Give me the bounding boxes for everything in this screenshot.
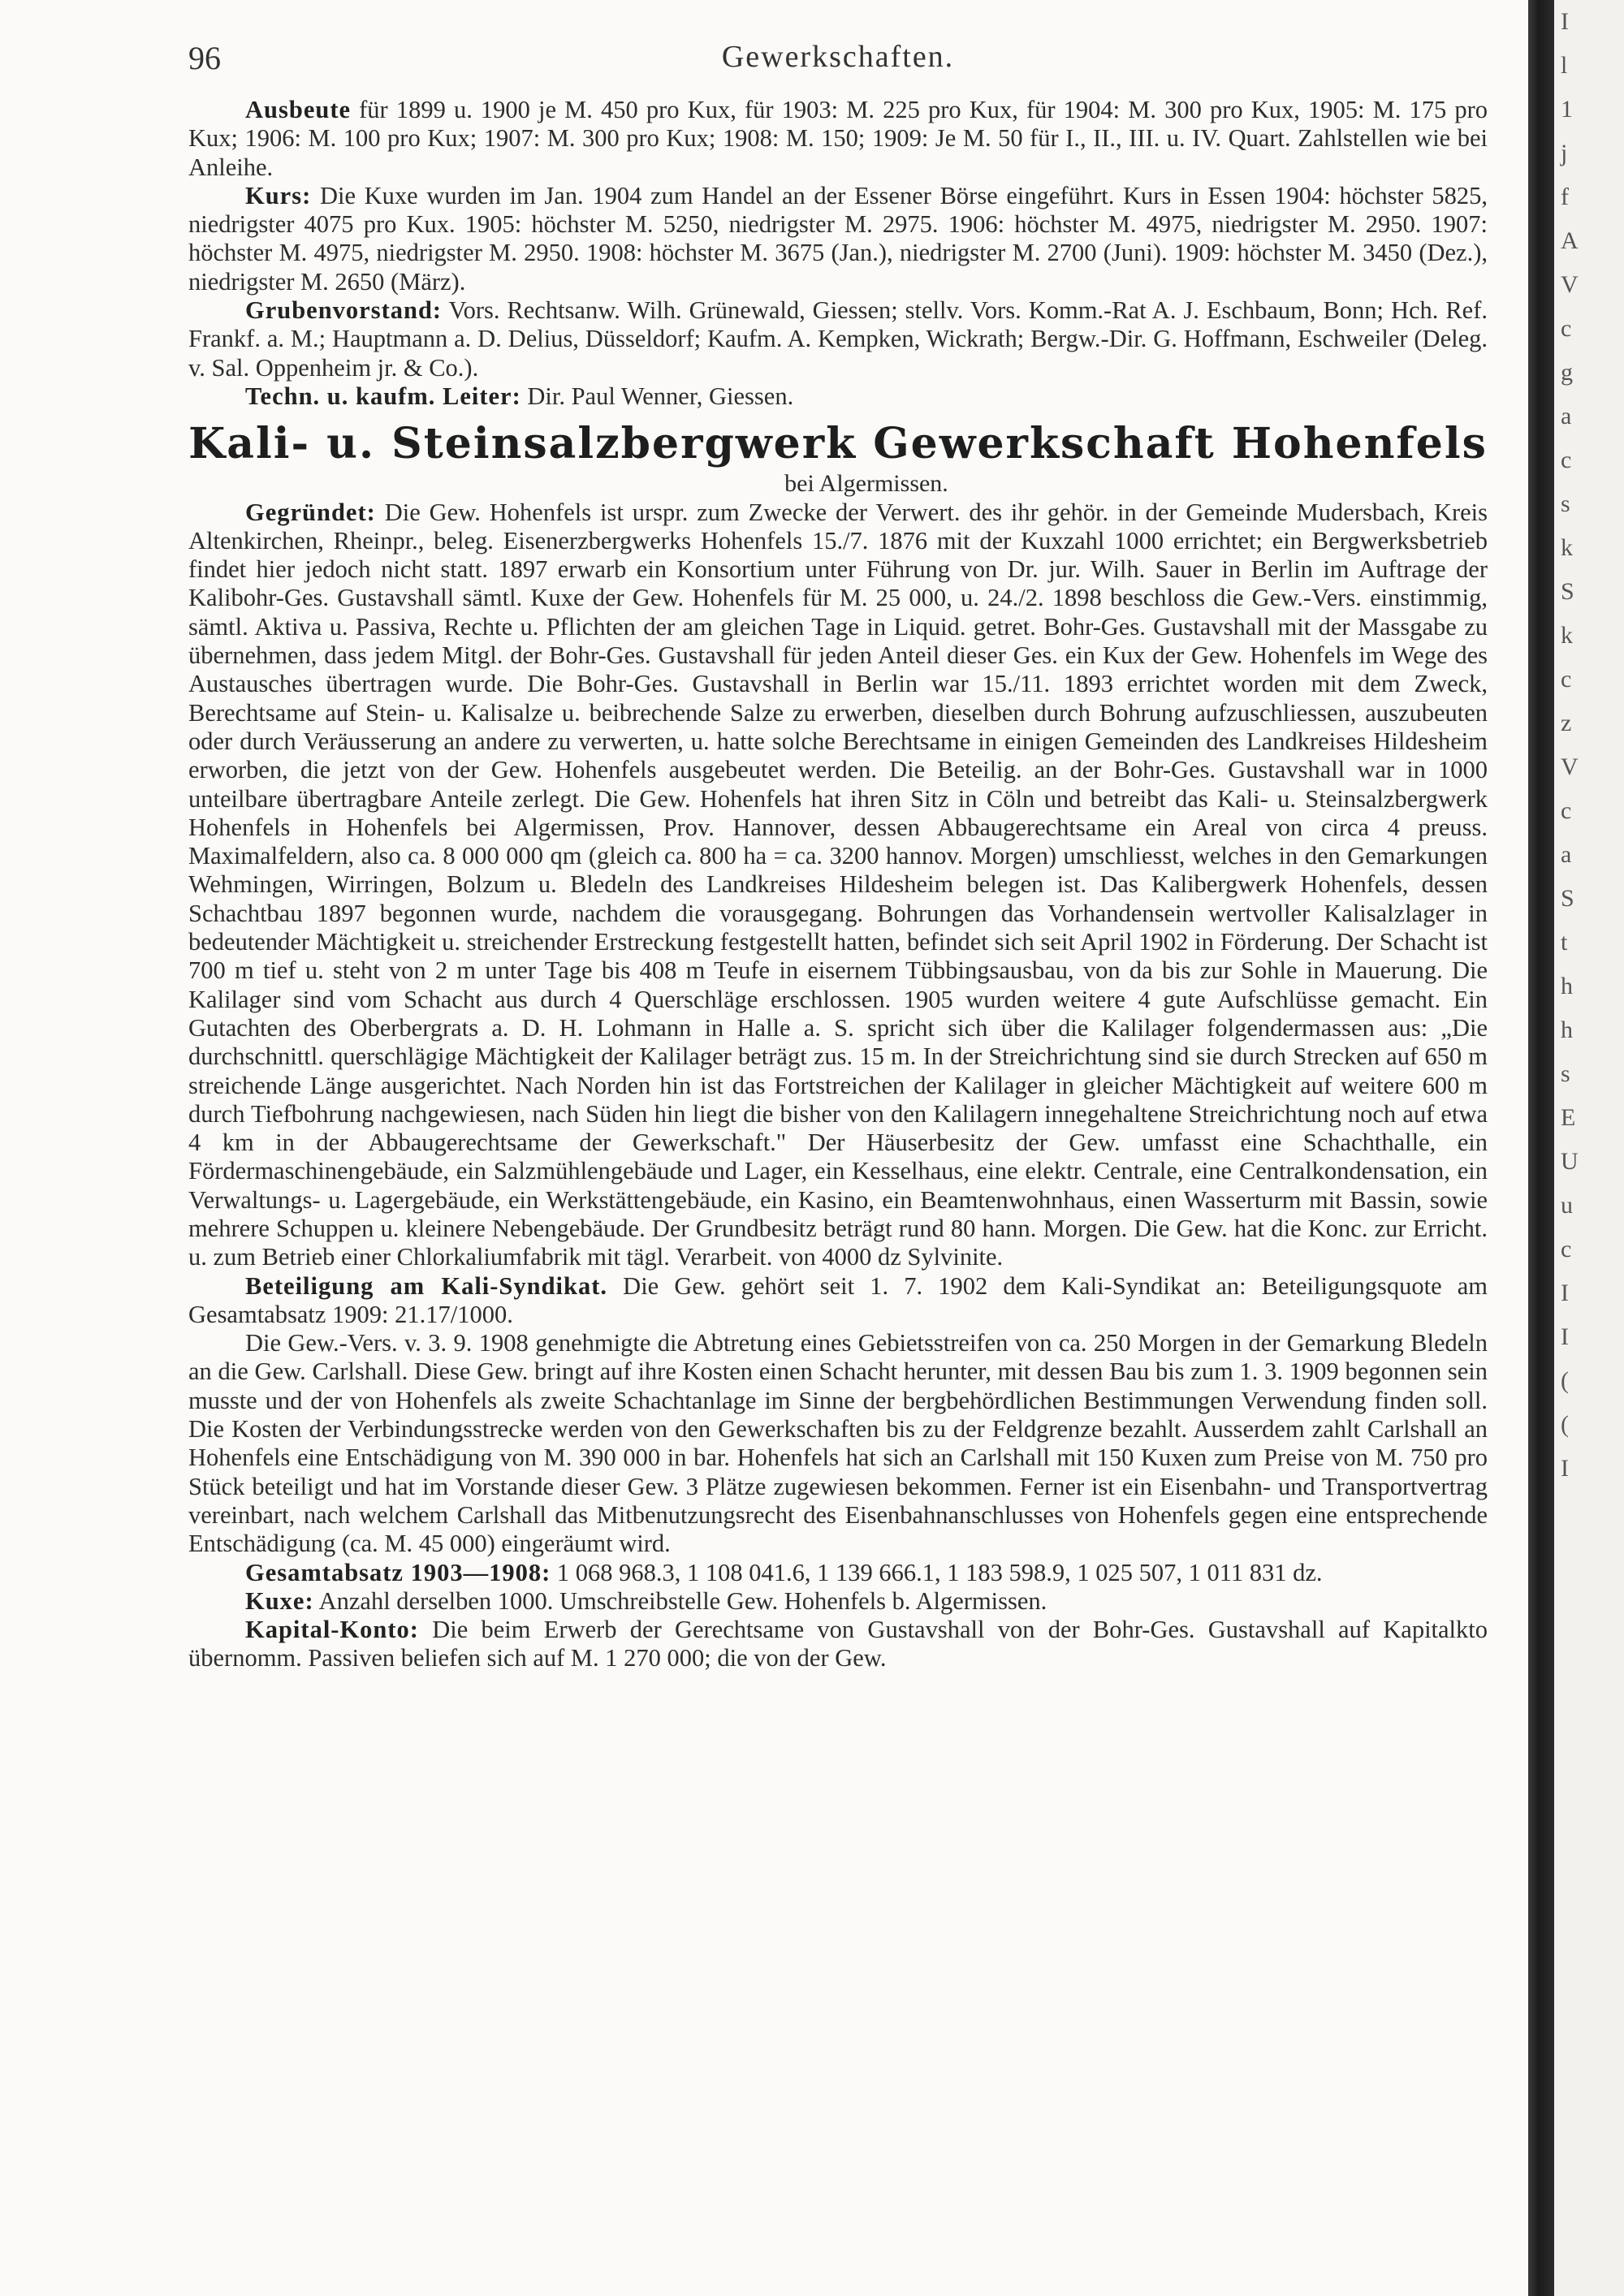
facing-page-fragment: a [1561,841,1572,868]
leiter-text: Dir. Paul Wenner, Giessen. [527,382,794,410]
kurs-paragraph [188,182,1488,296]
facing-page-fragment: f [1561,183,1569,210]
grubenvorstand-label: Grubenvorstand: [245,296,443,325]
beteiligung-label: Beteiligung am Kali-Syndikat. [245,1271,608,1300]
facing-page-fragment: a [1561,403,1572,429]
gesamtabsatz-label: Gesamtabsatz 1903—1908: [245,1558,551,1586]
facing-page-fragment: l [1561,52,1568,79]
facing-page-fragment: c [1561,1236,1572,1262]
grubenvorstand-paragraph [188,296,1488,382]
beteiligung-paragraph [188,1272,1488,1330]
facing-page-fragment: c [1561,666,1572,693]
facing-page-fragment: t [1561,929,1568,956]
facing-page-fragment: s [1561,490,1570,517]
gesamtabsatz-text: 1 068 968.3, 1 108 041.6, 1 139 666.1, 1 183 598.9, 1 025 507, 1 011 831 dz. [556,1558,1323,1586]
facing-page-fragment: V [1561,753,1579,780]
running-title: Gewerkschaften. [721,40,955,74]
kuxe-paragraph [188,1587,1488,1616]
facing-page-fragment: c [1561,315,1572,342]
facing-page-fragment: c [1561,797,1572,824]
facing-page-fragment: E [1561,1104,1576,1131]
facing-page-fragment: u [1561,1192,1573,1219]
facing-page-fragment: j [1561,140,1568,166]
gegruendet-text: Die Gew. Hohenfels ist urspr. zum Zwecke der Verwert. des ihr gehör. in der Gemeinde Mudersbach, Kreis Altenkirchen, Rheinpr., beleg. Eisenerzbergwerks Hohenfels 15./7. 1876 mit der Kuxzahl 1000 errichtet; ein Bergwerksbetrieb findet hier jedoch nicht statt. 1897 erwarb ein Konsortium unter Führung von Dr. jur. Wilh. Sauer in Berlin im Auftrage der Kalibohr-Ges. Gustavshall sämtl. Kuxe der Gew. Hohenfels für M. 25 000, u. 24./2. 1898 beschloss die Gew.-Vers. einstimmig, sämtl. Aktiva u. Passiva, Rechte u. Pflichten der am gleichen Tage in Liquid. getret. Bohr-Ges. Gustavshall mit der Massgabe zu übernehmen, dass jedem Mitgl. der Bohr-Ges. Gustavshall für jeden Anteil dieser Ges. ein Kux der Gew. Hohenfels im Wege des Austausches übertragen wurde. Die Bohr-Ges. Gustavshall in Berlin war 15./11. 1893 errichtet worden mit dem Zweck, Berechtsame auf Stein- u. Kalisalze u. beibrechende Salze zu erwerben, dieselben durch Bohrung aufzuschliessen, auszubeuten oder durch Veräusserung an andere zu verwerten, u. hatte solche Berechtsame in einigen Gemeinden des Landkreises Hildesheim erworben, die jetzt von der Gew. Hohenfels ausgebeutet werden. Die Beteilig. an der Bohr-Ges. Gustavshall war in 1000 unteilbare übertragbare Anteile zerlegt. Die Gew. Hohenfels hat ihren Sitz in Cöln und betreibt das Kali- u. Steinsalzbergwerk Hohenfels in Hohenfels bei Algermissen, Prov. Hannover, dessen Abbaugerechtsame ein Areal von circa 4 preuss. Maximalfeldern, also ca. 8 000 000 qm (gleich ca. 800 ha = ca. 3200 hannov. Morgen) umschliesst, welches in den Gemarkungen Wehmingen, Wirringen, Bolzum u. Bledeln des Landkreises Hildesheim belegen ist. Das Kalibergwerk Hohenfels, dessen Schachtbau 1897 begonnen wurde, nachdem die vorausgegang. Bohrungen das Vorhandensein wertvoller Kalisalzlager in bedeutender Mächtigkeit u. streichender Erstreckung festgestellt hatten, befindet sich seit April 1902 in Förderung. Der Schacht ist 700 m tief u. steht von 2 m unter Tage bis 408 m Teufe in eisernem Tübbingsausbau, von da bis zur Sohle in Mauerung. Die Kalilager sind vom Schacht aus durch 4 Querschläge erschlossen. 1905 wurden weitere 4 gute Aufschlüsse gemacht. Ein Gutachten des Oberbergrats a. D. H. Lohmann in Halle a. S. spricht sich über die Kalilager folgendermassen aus: „Die durchschnittl. querschlägige Mächtigkeit der Kalilager beträgt zus. 15 m. In der Streichrichtung sind sie durch Strecken auf 650 m streichende Länge ausgerichtet. Nach Norden hin ist das Fortstreichen der Kalilager in gleicher Mächtigkeit auf weitere 600 m durch Tiefbohrung nachgewiesen, nach Süden hin liegt die bisher von den Kalilagern innegehaltene Streichrichtung noch auf etwa 4 km in der Abbaugerechtsame der Gewerkschaft." Der Häuserbesitz der Gew. umfasst eine Schachthalle, ein Fördermaschinengebäude, ein Salzmühlengebäude und Lager, ein Kesselhaus, eine elektr. Centrale, eine Centralkondensation, ein Verwaltungs- u. Lagergebäude, ein Werkstättengebäude, ein Kasino, ein Beamtenwohnhaus, einen Wasserturm mit Bassin, sowie mehrere Schuppen u. kleinere Nebengebäude. Der Grundbesitz beträgt rund 80 hann. Morgen. Die Gew. hat die Konc. zur Erricht. u. zum Betrieb einer Chlorkaliumfabrik mit tägl. Verarbeit. von 4000 dz Sylvinite. [188,498,1488,1271]
facing-page-fragment: k [1561,622,1573,649]
body-text [188,96,1488,1673]
ausbeute-label: Ausbeute [245,96,352,123]
kapital-paragraph [188,1616,1488,1673]
ausbeute-paragraph [188,96,1488,182]
facing-page-fragment: 1 [1561,96,1573,123]
facing-page-letters [1554,0,1624,1482]
facing-page-fragment: S [1561,578,1574,605]
kurs-text: Die Kuxe wurden im Jan. 1904 zum Handel an der Essener Börse eingeführt. Kurs in Essen 1904: höchster 5825, niedrigster 4075 pro Kux. 1905: höchster M. 5250, niedrigster M. 2975. 1906: höchster M. 4975, niedrigster M. 2950. 1907: höchster M. 4975, niedrigster M. 2950. 1908: höchster M. 3675 (Jan.), niedrigster M. 2700 (Juni). 1909: höchster M. 3450 (Dez.), niedrigster M. 2650 (März). [188,181,1488,296]
facing-page-fragment: I [1561,1280,1569,1306]
ausbeute-text: für 1899 u. 1900 je M. 450 pro Kux, für 1903: M. 225 pro Kux, für 1904: M. 300 pro Kux, 1905: M. 175 pro Kux; 1906: M. 100 pro Kux; 1907: M. 300 pro Kux; 1908: M. 150; 1909: Je M. 50 für I., II., III. u. IV. Quart. Zahlstellen wie bei Anleihe. [188,96,1488,181]
facing-page-fragment: z [1561,710,1572,736]
facing-page-fragment: c [1561,447,1572,473]
facing-page-fragment: ( [1561,1411,1569,1438]
facing-page-fragment: U [1561,1148,1579,1175]
kapital-text: Die beim Erwerb der Gerechtsame von Gustavshall von der Bohr-Ges. Gustavshall auf Kapitalkto übernomm. Passiven beliefen sich auf M. 1 270 000; die von der Gew. [188,1616,1488,1672]
gegruendet-label: Gegründet: [245,498,376,526]
entry-subtitle: bei Algermissen. [784,470,948,498]
facing-page-fragment: s [1561,1060,1570,1087]
entry-title: Kali- u. Steinsalzbergwerk Gewerkschaft Hohenfels [188,419,1488,469]
leiter-paragraph [188,382,1488,411]
facing-page-fragment: I [1561,8,1569,35]
facing-page-fragment: h [1561,973,1573,999]
facing-page-fragment: I [1561,1455,1569,1482]
facing-page-fragment: A [1561,227,1579,254]
kuxe-text: Anzahl derselben 1000. Umschreibstelle Gew. Hohenfels b. Algermissen. [318,1586,1047,1615]
page-header [188,31,1488,88]
facing-page-fragment: ( [1561,1367,1569,1394]
facing-page-fragment: V [1561,271,1579,298]
leiter-label: Techn. u. kaufm. Leiter: [245,382,521,410]
kurs-label: Kurs: [245,181,312,209]
gegruendet-paragraph [188,498,1488,1272]
facing-page-fragment: g [1561,359,1573,386]
grubenvorstand-text: Vors. Rechtsanw. Wilh. Grünewald, Giessen; stellv. Vors. Komm.-Rat A. J. Eschbaum, Bonn; Hch. Ref. Frankf. a. M.; Hauptmann a. D. Delius, Düsseldorf; Kaufm. A. Kempken, Wickrath; Bergw.-Dir. G. Hoffmann, Eschweiler (Deleg. v. Sal. Oppenheim jr. & Co.). [188,296,1488,382]
book-gutter [1528,0,1554,2296]
kuxe-label: Kuxe: [245,1586,314,1615]
facing-page-fragment: S [1561,885,1574,912]
facing-page-edge [1554,0,1624,2296]
abtretung-paragraph: Die Gew.-Vers. v. 3. 9. 1908 genehmigte die Abtretung eines Gebietsstreifen von ca. 250 Morgen in der Gemarkung Bledeln an die Gew. Carlshall. Diese Gew. bringt auf ihre Kosten einen Schacht herunter, mit dessen Bau bis zum 1. 3. 1909 begonnen sein musste und der von Hohenfels als zweite Schachtanlage im Sinne der bergbehördlichen Bestimmungen Verwendung finden soll. Die Kosten der Verbindungsstrecke werden von den Gewerkschaften bis zu der Feldgrenze bezahlt. Ausserdem zahlt Carlshall an Hohenfels eine Entschädigung von M. 390 000 in bar. Hohenfels hat sich an Carlshall mit 150 Kuxen zum Preise von M. 750 pro Stück beteiligt und hat im Vorstande dieser Gew. 3 Plätze zugewiesen bekommen. Ferner ist ein Eisenbahn- und Transportvertrag vereinbart, nach welchem Carlshall das Mitbenutzungsrecht des Eisenbahnanschlusses von Hohenfels gegen eine entsprechende Entschädigung (ca. M. 45 000) eingeräumt wird. [188,1329,1488,1558]
facing-page-fragment: I [1561,1323,1569,1350]
facing-page-fragment: h [1561,1016,1573,1043]
facing-page-fragment: k [1561,534,1573,561]
beteiligung-text: Die Gew. gehört seit 1. 7. 1902 dem Kali-Syndikat an: Beteiligungsquote am Gesamtabsatz 1909: 21.17/1000. [188,1271,1488,1328]
gesamtabsatz-paragraph [188,1559,1488,1587]
kapital-label: Kapital-Konto: [245,1616,419,1644]
page-number: 96 [188,40,221,76]
